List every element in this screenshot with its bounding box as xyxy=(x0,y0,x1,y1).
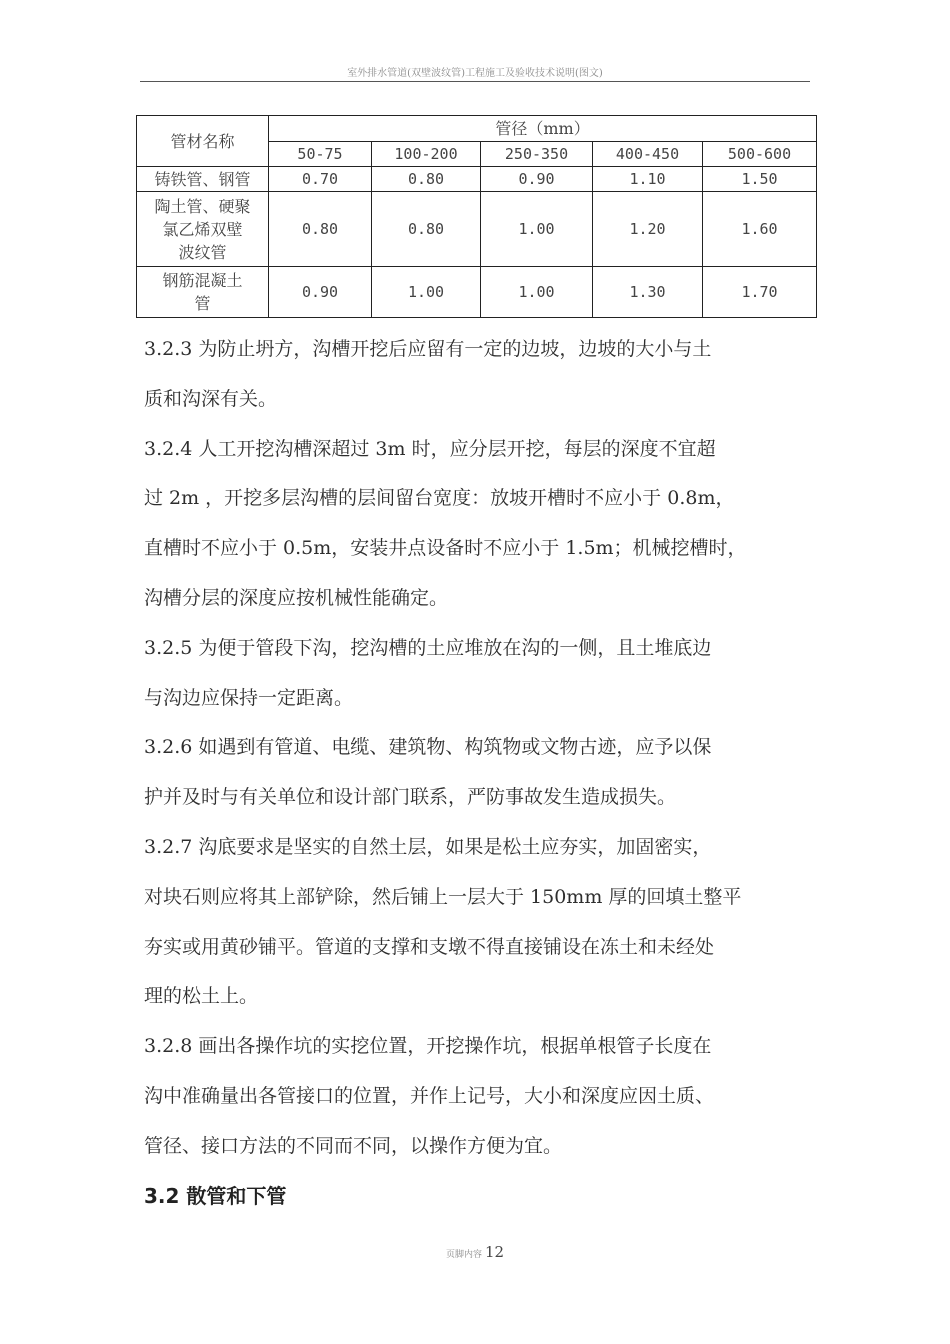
table-cell: 0.80 xyxy=(372,167,481,192)
table-cell: 1.00 xyxy=(481,192,593,267)
table-cell: 1.50 xyxy=(703,167,817,192)
paragraph-3-2-3: 3.2.3 为防止坍方，沟槽开挖后应留有一定的边坡，边坡的大小与土 质和沟深有关。 xyxy=(144,338,712,410)
column-header: 100-200 xyxy=(372,142,481,167)
table-cell: 1.60 xyxy=(703,192,817,267)
paragraph-3-2-8: 3.2.8 画出各操作坑的实挖位置，开挖操作坑，根据单根管子长度在 沟中准确量出各管接口的位置，并作上记号，大小和深度应因土质、 管径、接口方法的不同而不同，以操作方便为宜。 xyxy=(144,1035,715,1157)
paragraph-3-2-7: 3.2.7 沟底要求是坚实的自然土层，如果是松土应夯实，加固密实， 对块石则应将其上部铲除，然后铺上一层大于 150mm 厚的回填土整平 夯实或用黄砂铺平。管道的支撑和支墩不得直接铺设在冻土和未经处 理的松土上。 xyxy=(144,835,742,1008)
table-cell: 0.90 xyxy=(269,267,372,318)
row-label: 陶土管、硬聚 氯乙烯双壁 波纹管 xyxy=(137,192,269,267)
paragraph-3-2-6: 3.2.6 如遇到有管道、电缆、建筑物、构筑物或文物古迹，应予以保 护并及时与有关单位和设计部门联系，严防事故发生造成损失。 xyxy=(144,736,712,809)
table-row xyxy=(137,192,817,267)
table-cell: 1.00 xyxy=(372,267,481,318)
table-row xyxy=(137,167,817,192)
column-header: 400-450 xyxy=(593,142,703,167)
table-cell: 1.10 xyxy=(593,167,703,192)
paragraph-3-2-5: 3.2.5 为便于管段下沟，挖沟槽的土应堆放在沟的一侧，且土堆底边 与沟边应保持一定距离。 xyxy=(144,636,712,709)
table-cell: 0.80 xyxy=(269,192,372,267)
table-row xyxy=(137,267,817,318)
table-cell: 1.20 xyxy=(593,192,703,267)
section-heading: 3.2 散管和下管 xyxy=(144,1183,287,1208)
footer-label: 页脚内容 xyxy=(445,1250,482,1260)
pipe-spec-table xyxy=(136,115,817,318)
column-header: 250-350 xyxy=(481,142,593,167)
table-cell: 1.00 xyxy=(481,267,593,318)
table-cell: 0.90 xyxy=(481,167,593,192)
page-header: 室外排水管道(双壁波纹管)工程施工及验收技术说明(图文) xyxy=(347,68,603,79)
table-cell: 1.70 xyxy=(703,267,817,318)
page-number: 12 xyxy=(484,1243,505,1261)
page-footer xyxy=(0,1243,950,1261)
paragraph-3-2-4: 3.2.4 人工开挖沟槽深超过 3m 时，应分层开挖，每层的深度不宜超 过 2m ，开挖多层沟槽的层间留台宽度：放坡开槽时不应小于 0.8m， 直槽时不应小于 0.5m，安装井点设备时不应小于 1.5m；机械挖槽时， 沟槽分层的深度应按机械性能确定。 xyxy=(144,437,747,609)
body-text xyxy=(144,325,816,1221)
table-cell: 1.30 xyxy=(593,267,703,318)
column-header: 50-75 xyxy=(269,142,372,167)
header-divider xyxy=(140,81,810,82)
column-header: 500-600 xyxy=(703,142,817,167)
diameter-header: 管径（mm） xyxy=(269,116,817,142)
material-header: 管材名称 xyxy=(137,116,269,167)
table-cell: 0.80 xyxy=(372,192,481,267)
row-label: 铸铁管、钢管 xyxy=(137,167,269,192)
row-label: 钢筋混凝土 管 xyxy=(137,267,269,318)
table-cell: 0.70 xyxy=(269,167,372,192)
